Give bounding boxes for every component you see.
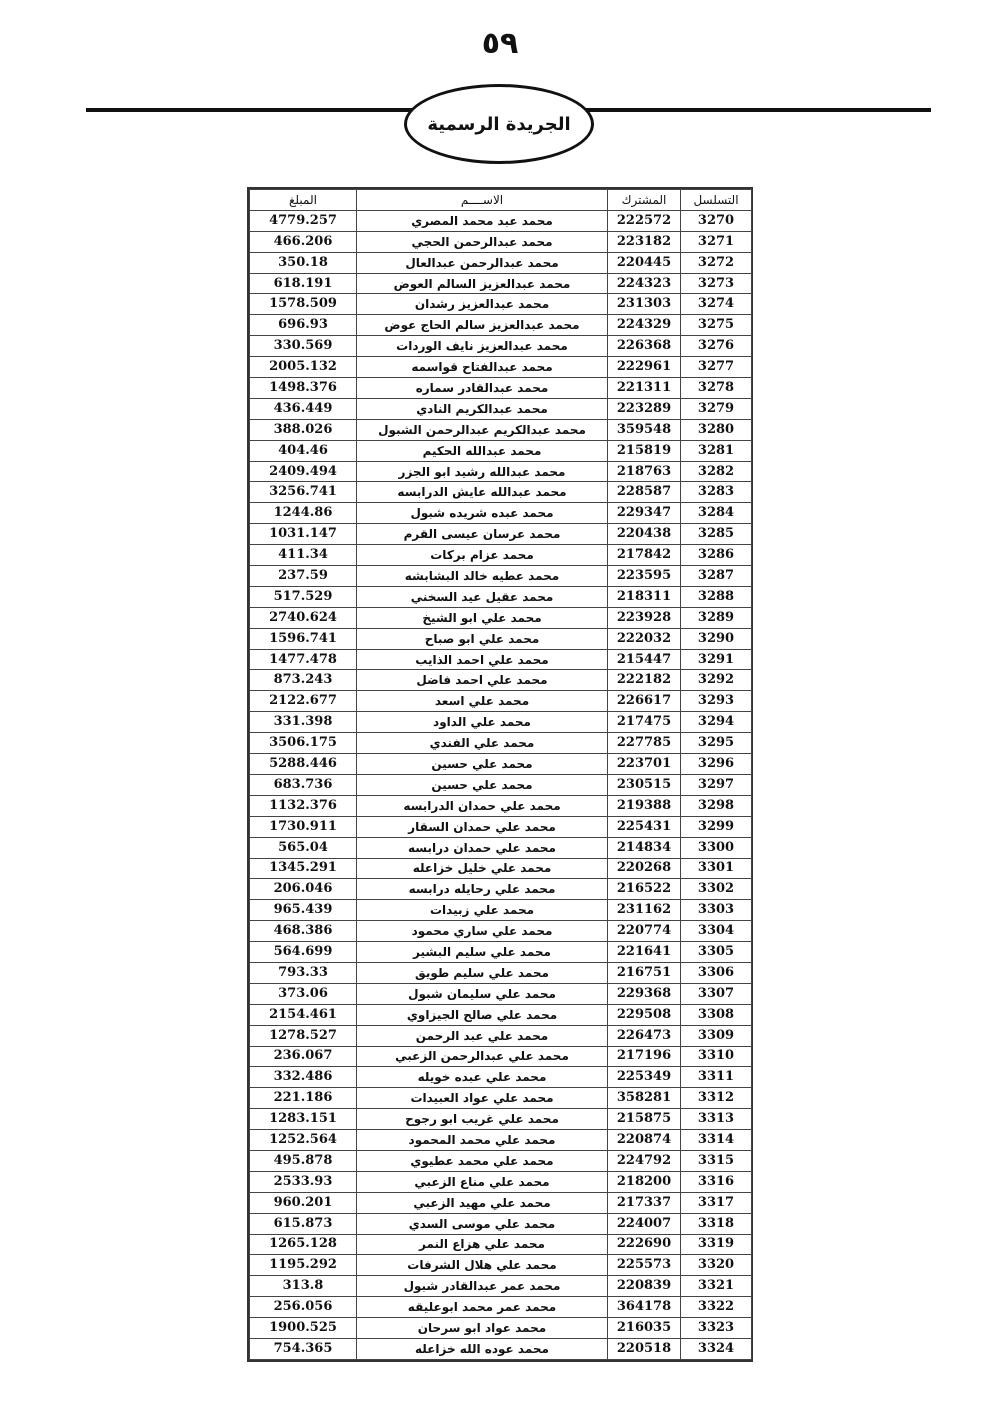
cell-amount: 373.06	[250, 983, 357, 1004]
cell-serial: 3316	[681, 1171, 752, 1192]
table-row	[250, 816, 752, 837]
header-serial: التسلسل	[681, 190, 752, 211]
cell-serial: 3322	[681, 1297, 752, 1318]
cell-amount: 388.026	[250, 419, 357, 440]
cell-name: محمد علي احمد فاضل	[357, 670, 608, 691]
cell-serial: 3280	[681, 419, 752, 440]
cell-amount: 615.873	[250, 1213, 357, 1234]
cell-amount: 793.33	[250, 962, 357, 983]
table-row	[250, 252, 752, 273]
cell-serial: 3277	[681, 357, 752, 378]
cell-name: محمد عطيه خالد البشابشه	[357, 566, 608, 587]
cell-amount: 2740.624	[250, 607, 357, 628]
cell-subscriber: 228587	[608, 482, 681, 503]
page-number: ٥٩	[481, 26, 519, 61]
cell-subscriber: 226617	[608, 691, 681, 712]
cell-serial: 3303	[681, 900, 752, 921]
cell-subscriber: 226473	[608, 1025, 681, 1046]
cell-amount: 1477.478	[250, 649, 357, 670]
cell-subscriber: 216035	[608, 1318, 681, 1339]
cell-subscriber: 220445	[608, 252, 681, 273]
cell-subscriber: 364178	[608, 1297, 681, 1318]
cell-name: محمد علي حسين	[357, 774, 608, 795]
cell-name: محمد عمر محمد ابوعليقه	[357, 1297, 608, 1318]
cell-name: محمد علي مهيد الزعبي	[357, 1192, 608, 1213]
table-row	[250, 1171, 752, 1192]
cell-amount: 411.34	[250, 545, 357, 566]
table-row	[250, 1088, 752, 1109]
cell-name: محمد علي عواد العبيدات	[357, 1088, 608, 1109]
cell-serial: 3274	[681, 294, 752, 315]
table-row	[250, 628, 752, 649]
cell-subscriber: 222572	[608, 210, 681, 231]
table-row	[250, 879, 752, 900]
cell-amount: 236.067	[250, 1046, 357, 1067]
cell-subscriber: 216522	[608, 879, 681, 900]
cell-name: محمد علي موسى السدي	[357, 1213, 608, 1234]
cell-serial: 3306	[681, 962, 752, 983]
cell-serial: 3279	[681, 398, 752, 419]
cell-serial: 3292	[681, 670, 752, 691]
cell-name: محمد عبدالعزيز السالم العوض	[357, 273, 608, 294]
table-row	[250, 398, 752, 419]
cell-name: محمد علي حمدان الدرابسه	[357, 795, 608, 816]
header-oval	[404, 84, 594, 164]
cell-name: محمد عبدالرحمن عبدالعال	[357, 252, 608, 273]
cell-name: محمد عبدالله عايش الدرابسه	[357, 482, 608, 503]
cell-amount: 2533.93	[250, 1171, 357, 1192]
cell-name: محمد علي احمد الذايب	[357, 649, 608, 670]
cell-serial: 3314	[681, 1130, 752, 1151]
cell-name: محمد علي ساري محمود	[357, 921, 608, 942]
table-row	[250, 440, 752, 461]
cell-amount: 5288.446	[250, 754, 357, 775]
cell-subscriber: 218763	[608, 461, 681, 482]
cell-subscriber: 215447	[608, 649, 681, 670]
cell-name: محمد عرسان عيسى القرم	[357, 524, 608, 545]
cell-amount: 683.736	[250, 774, 357, 795]
cell-serial: 3282	[681, 461, 752, 482]
cell-subscriber: 218311	[608, 586, 681, 607]
cell-name: محمد عقيل عيد السخني	[357, 586, 608, 607]
cell-amount: 221.186	[250, 1088, 357, 1109]
cell-amount: 436.449	[250, 398, 357, 419]
table-row	[250, 378, 752, 399]
cell-serial: 3320	[681, 1255, 752, 1276]
cell-name: محمد علي حسين	[357, 754, 608, 775]
cell-name: محمد علي خليل خزاعله	[357, 858, 608, 879]
cell-name: محمد علي حمدان السقار	[357, 816, 608, 837]
cell-name: محمد عواد ابو سرحان	[357, 1318, 608, 1339]
table-row	[250, 294, 752, 315]
table-row	[250, 1067, 752, 1088]
cell-subscriber: 221641	[608, 942, 681, 963]
cell-serial: 3318	[681, 1213, 752, 1234]
table-row	[250, 1234, 752, 1255]
cell-amount: 1265.128	[250, 1234, 357, 1255]
cell-amount: 1498.376	[250, 378, 357, 399]
cell-serial: 3310	[681, 1046, 752, 1067]
table-row	[250, 586, 752, 607]
table-row	[250, 357, 752, 378]
cell-amount: 2154.461	[250, 1004, 357, 1025]
table-row	[250, 1004, 752, 1025]
cell-serial: 3302	[681, 879, 752, 900]
cell-serial: 3312	[681, 1088, 752, 1109]
cell-amount: 330.569	[250, 336, 357, 357]
table-row	[250, 900, 752, 921]
cell-name: محمد عبدالقادر سماره	[357, 378, 608, 399]
cell-name: محمد عبدالكريم عبدالرحمن الشبول	[357, 419, 608, 440]
cell-subscriber: 220268	[608, 858, 681, 879]
table-row	[250, 419, 752, 440]
table-row	[250, 1150, 752, 1171]
table-row	[250, 1025, 752, 1046]
cell-subscriber: 219388	[608, 795, 681, 816]
cell-serial: 3309	[681, 1025, 752, 1046]
cell-serial: 3272	[681, 252, 752, 273]
cell-amount: 3256.741	[250, 482, 357, 503]
table-row	[250, 566, 752, 587]
cell-subscriber: 231162	[608, 900, 681, 921]
cell-name: محمد علي مناع الزعبي	[357, 1171, 608, 1192]
cell-serial: 3285	[681, 524, 752, 545]
cell-amount: 1132.376	[250, 795, 357, 816]
cell-amount: 350.18	[250, 252, 357, 273]
cell-subscriber: 358281	[608, 1088, 681, 1109]
cell-serial: 3315	[681, 1150, 752, 1171]
cell-amount: 3506.175	[250, 733, 357, 754]
cell-serial: 3283	[681, 482, 752, 503]
cell-amount: 565.04	[250, 837, 357, 858]
cell-amount: 517.529	[250, 586, 357, 607]
cell-serial: 3289	[681, 607, 752, 628]
cell-serial: 3294	[681, 712, 752, 733]
table-row	[250, 210, 752, 231]
cell-serial: 3297	[681, 774, 752, 795]
cell-serial: 3270	[681, 210, 752, 231]
cell-amount: 618.191	[250, 273, 357, 294]
table-row	[250, 461, 752, 482]
cell-subscriber: 223595	[608, 566, 681, 587]
cell-subscriber: 215875	[608, 1109, 681, 1130]
cell-amount: 1252.564	[250, 1130, 357, 1151]
cell-name: محمد عبد محمد المصري	[357, 210, 608, 231]
table-header-row	[250, 190, 752, 211]
cell-serial: 3321	[681, 1276, 752, 1297]
cell-subscriber: 223928	[608, 607, 681, 628]
cell-name: محمد عبدالله رشيد ابو الجزر	[357, 461, 608, 482]
table-row	[250, 712, 752, 733]
cell-subscriber: 222182	[608, 670, 681, 691]
cell-subscriber: 214834	[608, 837, 681, 858]
table-row	[250, 524, 752, 545]
cell-name: محمد عبده شريده شبول	[357, 503, 608, 524]
cell-serial: 3313	[681, 1109, 752, 1130]
cell-subscriber: 223289	[608, 398, 681, 419]
table-row	[250, 336, 752, 357]
gazette-title: الجريدة الرسمية	[427, 113, 571, 135]
cell-serial: 3287	[681, 566, 752, 587]
cell-amount: 873.243	[250, 670, 357, 691]
table-row	[250, 482, 752, 503]
cell-name: محمد عوده الله خزاعله	[357, 1338, 608, 1359]
table-row	[250, 837, 752, 858]
cell-name: محمد علي محمد المحمود	[357, 1130, 608, 1151]
cell-amount: 1345.291	[250, 858, 357, 879]
table-row	[250, 962, 752, 983]
header-subscriber: المشترك	[608, 190, 681, 211]
cell-amount: 1195.292	[250, 1255, 357, 1276]
cell-name: محمد عبدالفتاح قواسمه	[357, 357, 608, 378]
cell-serial: 3317	[681, 1192, 752, 1213]
table-row	[250, 795, 752, 816]
cell-serial: 3284	[681, 503, 752, 524]
cell-name: محمد علي عبد الرحمن	[357, 1025, 608, 1046]
cell-amount: 1578.509	[250, 294, 357, 315]
cell-amount: 2409.494	[250, 461, 357, 482]
cell-amount: 960.201	[250, 1192, 357, 1213]
cell-serial: 3295	[681, 733, 752, 754]
cell-subscriber: 227785	[608, 733, 681, 754]
table-row	[250, 545, 752, 566]
cell-amount: 965.439	[250, 900, 357, 921]
cell-subscriber: 359548	[608, 419, 681, 440]
cell-amount: 2005.132	[250, 357, 357, 378]
cell-amount: 696.93	[250, 315, 357, 336]
header-name: الاســــم	[357, 190, 608, 211]
cell-subscriber: 215819	[608, 440, 681, 461]
cell-subscriber: 222961	[608, 357, 681, 378]
table-row	[250, 774, 752, 795]
cell-subscriber: 225349	[608, 1067, 681, 1088]
table-row	[250, 231, 752, 252]
cell-name: محمد علي حمدان درابسه	[357, 837, 608, 858]
cell-serial: 3298	[681, 795, 752, 816]
table-row	[250, 1130, 752, 1151]
table-row	[250, 1109, 752, 1130]
table-row	[250, 1276, 752, 1297]
cell-subscriber: 220839	[608, 1276, 681, 1297]
cell-subscriber: 230515	[608, 774, 681, 795]
table-row	[250, 983, 752, 1004]
cell-name: محمد علي عبدالرحمن الزعبي	[357, 1046, 608, 1067]
cell-subscriber: 225431	[608, 816, 681, 837]
cell-name: محمد علي زبيدات	[357, 900, 608, 921]
cell-name: محمد عبدالرحمن الحجي	[357, 231, 608, 252]
cell-name: محمد علي محمد عطيوي	[357, 1150, 608, 1171]
cell-amount: 468.386	[250, 921, 357, 942]
cell-name: محمد عبدالعزيز نايف الوردات	[357, 336, 608, 357]
cell-subscriber: 218200	[608, 1171, 681, 1192]
cell-serial: 3319	[681, 1234, 752, 1255]
cell-subscriber: 225573	[608, 1255, 681, 1276]
cell-serial: 3304	[681, 921, 752, 942]
cell-name: محمد عبدالكريم النادي	[357, 398, 608, 419]
cell-serial: 3296	[681, 754, 752, 775]
header-amount: المبلغ	[250, 190, 357, 211]
cell-name: محمد علي غريب ابو رجوح	[357, 1109, 608, 1130]
cell-serial: 3271	[681, 231, 752, 252]
table-row	[250, 607, 752, 628]
cell-name: محمد علي ابو الشيخ	[357, 607, 608, 628]
table-row	[250, 1255, 752, 1276]
cell-subscriber: 229347	[608, 503, 681, 524]
cell-subscriber: 220874	[608, 1130, 681, 1151]
cell-subscriber: 229368	[608, 983, 681, 1004]
cell-name: محمد علي هلال الشرفات	[357, 1255, 608, 1276]
cell-amount: 404.46	[250, 440, 357, 461]
cell-serial: 3311	[681, 1067, 752, 1088]
cell-serial: 3305	[681, 942, 752, 963]
cell-amount: 1283.151	[250, 1109, 357, 1130]
cell-name: محمد علي هزاع النمر	[357, 1234, 608, 1255]
cell-subscriber: 221311	[608, 378, 681, 399]
cell-amount: 2122.677	[250, 691, 357, 712]
table-row	[250, 1192, 752, 1213]
cell-amount: 313.8	[250, 1276, 357, 1297]
table-body	[250, 210, 752, 1359]
cell-amount: 754.365	[250, 1338, 357, 1359]
cell-subscriber: 217475	[608, 712, 681, 733]
table-row	[250, 273, 752, 294]
cell-name: محمد علي سليم طويق	[357, 962, 608, 983]
cell-name: محمد علي سليم البشير	[357, 942, 608, 963]
cell-name: محمد عبدالعزيز سالم الحاج عوض	[357, 315, 608, 336]
cell-subscriber: 224007	[608, 1213, 681, 1234]
table-row	[250, 1213, 752, 1234]
cell-amount: 1031.147	[250, 524, 357, 545]
cell-serial: 3290	[681, 628, 752, 649]
cell-name: محمد عمر عبدالقادر شبول	[357, 1276, 608, 1297]
cell-amount: 466.206	[250, 231, 357, 252]
cell-subscriber: 223182	[608, 231, 681, 252]
table-row	[250, 858, 752, 879]
cell-serial: 3293	[681, 691, 752, 712]
table-row	[250, 921, 752, 942]
table-row	[250, 1046, 752, 1067]
cell-name: محمد علي ابو صباح	[357, 628, 608, 649]
cell-amount: 256.056	[250, 1297, 357, 1318]
cell-subscriber: 222690	[608, 1234, 681, 1255]
cell-serial: 3300	[681, 837, 752, 858]
cell-name: محمد عبدالله الحكيم	[357, 440, 608, 461]
table-row	[250, 691, 752, 712]
table-row	[250, 942, 752, 963]
cell-serial: 3307	[681, 983, 752, 1004]
table-row	[250, 754, 752, 775]
cell-amount: 495.878	[250, 1150, 357, 1171]
cell-name: محمد علي الفندي	[357, 733, 608, 754]
cell-subscriber: 220438	[608, 524, 681, 545]
cell-name: محمد علي عبده خويله	[357, 1067, 608, 1088]
cell-amount: 206.046	[250, 879, 357, 900]
cell-serial: 3273	[681, 273, 752, 294]
cell-name: محمد علي الداود	[357, 712, 608, 733]
cell-subscriber: 224323	[608, 273, 681, 294]
cell-serial: 3288	[681, 586, 752, 607]
cell-amount: 564.699	[250, 942, 357, 963]
table-row	[250, 503, 752, 524]
cell-subscriber: 220518	[608, 1338, 681, 1359]
cell-amount: 1244.86	[250, 503, 357, 524]
cell-name: محمد عبدالعزيز رشدان	[357, 294, 608, 315]
table-row	[250, 670, 752, 691]
table-row	[250, 1338, 752, 1359]
payments-table	[247, 187, 753, 1362]
cell-serial: 3276	[681, 336, 752, 357]
cell-serial: 3301	[681, 858, 752, 879]
cell-subscriber: 222032	[608, 628, 681, 649]
table-row	[250, 315, 752, 336]
cell-serial: 3281	[681, 440, 752, 461]
cell-amount: 1596.741	[250, 628, 357, 649]
cell-subscriber: 217196	[608, 1046, 681, 1067]
table-row	[250, 733, 752, 754]
cell-amount: 332.486	[250, 1067, 357, 1088]
cell-amount: 1900.525	[250, 1318, 357, 1339]
cell-subscriber: 224329	[608, 315, 681, 336]
cell-subscriber: 220774	[608, 921, 681, 942]
cell-subscriber: 216751	[608, 962, 681, 983]
cell-subscriber: 223701	[608, 754, 681, 775]
cell-amount: 237.59	[250, 566, 357, 587]
cell-name: محمد علي اسعد	[357, 691, 608, 712]
cell-subscriber: 217337	[608, 1192, 681, 1213]
cell-name: محمد علي رحايله درابسه	[357, 879, 608, 900]
cell-serial: 3278	[681, 378, 752, 399]
cell-amount: 1730.911	[250, 816, 357, 837]
cell-serial: 3308	[681, 1004, 752, 1025]
cell-amount: 331.398	[250, 712, 357, 733]
table-row	[250, 1318, 752, 1339]
table-row	[250, 649, 752, 670]
cell-subscriber: 229508	[608, 1004, 681, 1025]
cell-serial: 3299	[681, 816, 752, 837]
cell-amount: 4779.257	[250, 210, 357, 231]
cell-subscriber: 217842	[608, 545, 681, 566]
cell-name: محمد عزام بركات	[357, 545, 608, 566]
table-row	[250, 1297, 752, 1318]
cell-serial: 3291	[681, 649, 752, 670]
cell-name: محمد علي سليمان شبول	[357, 983, 608, 1004]
cell-serial: 3323	[681, 1318, 752, 1339]
cell-serial: 3275	[681, 315, 752, 336]
cell-amount: 1278.527	[250, 1025, 357, 1046]
cell-subscriber: 231303	[608, 294, 681, 315]
cell-subscriber: 224792	[608, 1150, 681, 1171]
cell-serial: 3286	[681, 545, 752, 566]
cell-subscriber: 226368	[608, 336, 681, 357]
cell-name: محمد علي صالح الجيزاوي	[357, 1004, 608, 1025]
cell-serial: 3324	[681, 1338, 752, 1359]
